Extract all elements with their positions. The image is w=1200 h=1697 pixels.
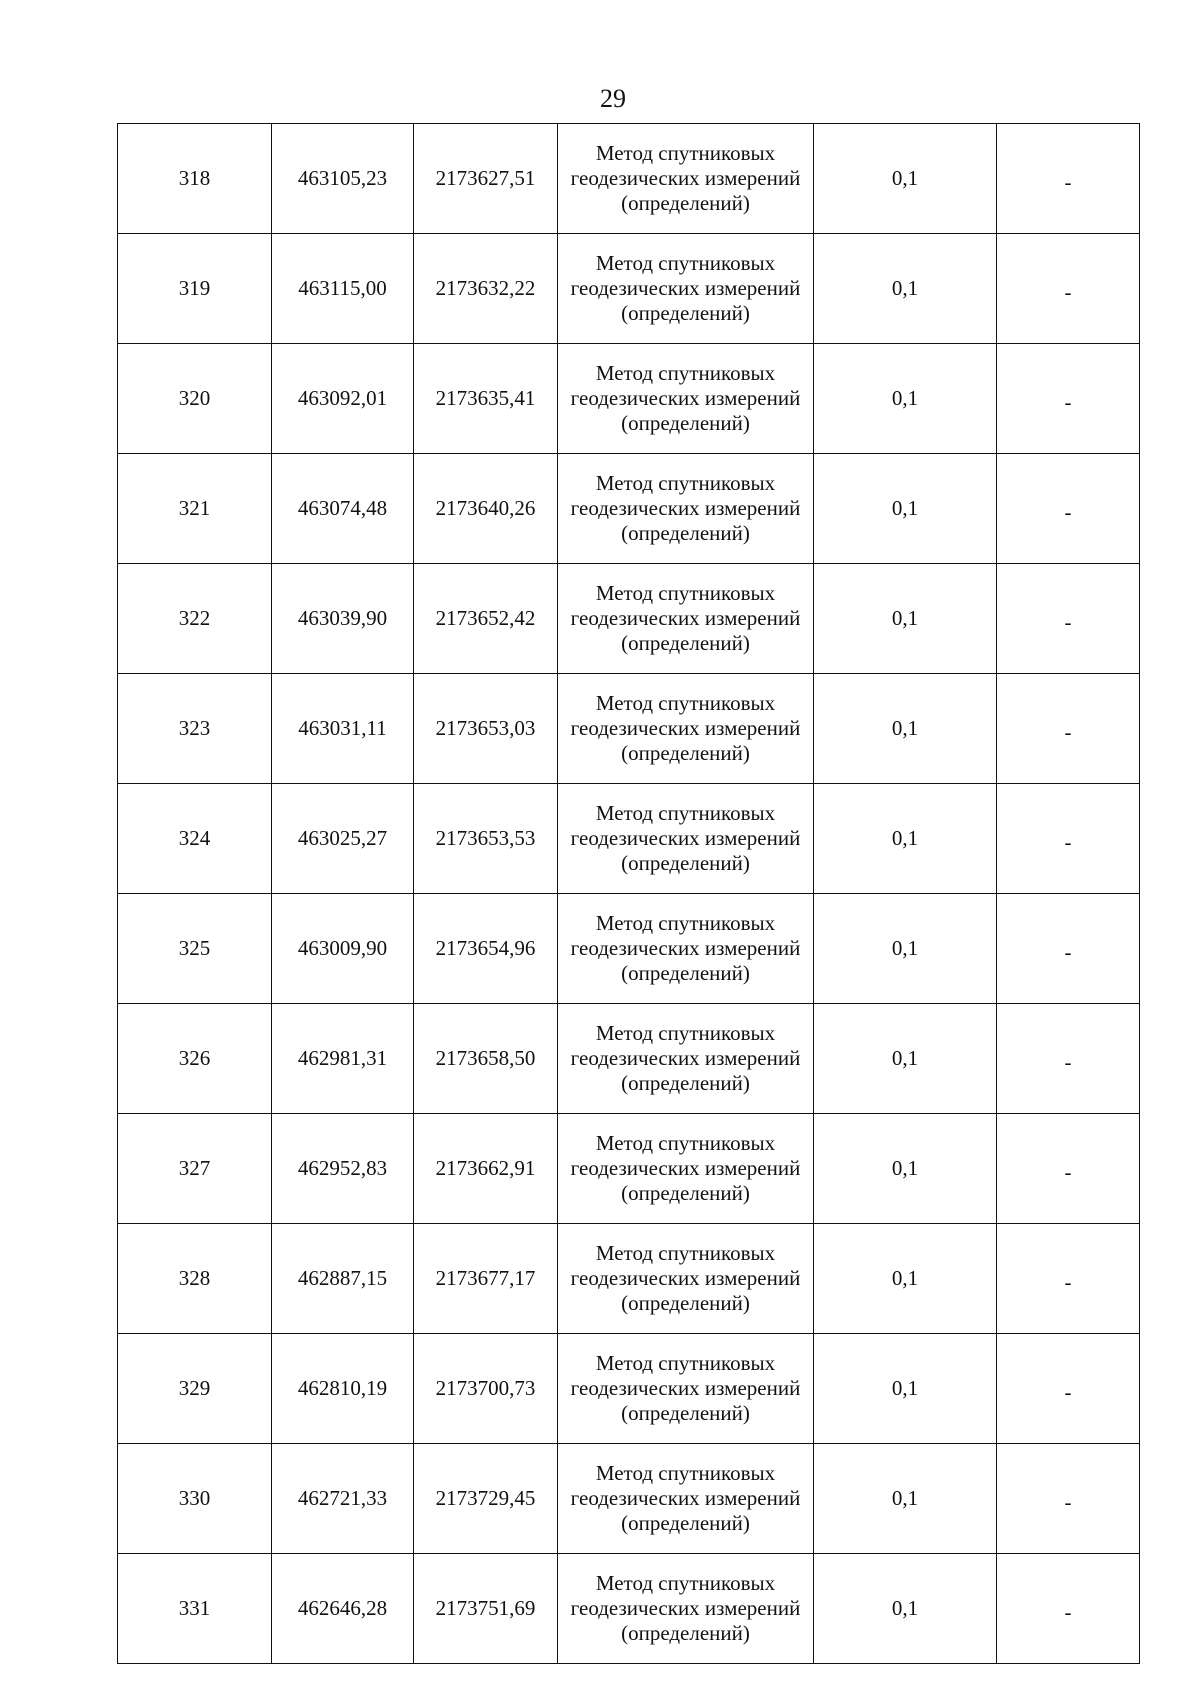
point-number-cell: 329 <box>118 1334 272 1444</box>
table-row <box>118 1554 1140 1664</box>
coordinates-table <box>117 123 1140 1664</box>
note-cell: - <box>997 454 1140 564</box>
note-cell: - <box>997 1114 1140 1224</box>
method-cell: Метод спутниковых геодезических измерений (определений) <box>558 1004 814 1114</box>
method-cell: Метод спутниковых геодезических измерений (определений) <box>558 124 814 234</box>
method-cell: Метод спутниковых геодезических измерений (определений) <box>558 1114 814 1224</box>
point-number-cell: 322 <box>118 564 272 674</box>
method-cell: Метод спутниковых геодезических измерений (определений) <box>558 1444 814 1554</box>
x-coordinate-cell: 462810,19 <box>272 1334 414 1444</box>
x-coordinate-cell: 462952,83 <box>272 1114 414 1224</box>
note-cell: - <box>997 784 1140 894</box>
method-cell: Метод спутниковых геодезических измерений (определений) <box>558 564 814 674</box>
point-number-cell: 327 <box>118 1114 272 1224</box>
table-row <box>118 124 1140 234</box>
accuracy-cell: 0,1 <box>814 454 997 564</box>
note-cell: - <box>997 1444 1140 1554</box>
x-coordinate-cell: 462721,33 <box>272 1444 414 1554</box>
table-row <box>118 894 1140 1004</box>
note-cell: - <box>997 124 1140 234</box>
accuracy-cell: 0,1 <box>814 1224 997 1334</box>
y-coordinate-cell: 2173635,41 <box>414 344 558 454</box>
accuracy-cell: 0,1 <box>814 124 997 234</box>
accuracy-cell: 0,1 <box>814 1334 997 1444</box>
x-coordinate-cell: 463039,90 <box>272 564 414 674</box>
y-coordinate-cell: 2173654,96 <box>414 894 558 1004</box>
accuracy-cell: 0,1 <box>814 344 997 454</box>
note-cell: - <box>997 1554 1140 1664</box>
x-coordinate-cell: 462887,15 <box>272 1224 414 1334</box>
table-row <box>118 454 1140 564</box>
table-row <box>118 1004 1140 1114</box>
method-cell: Метод спутниковых геодезических измерений (определений) <box>558 454 814 564</box>
y-coordinate-cell: 2173662,91 <box>414 1114 558 1224</box>
accuracy-cell: 0,1 <box>814 1444 997 1554</box>
note-cell: - <box>997 1004 1140 1114</box>
x-coordinate-cell: 463031,11 <box>272 674 414 784</box>
x-coordinate-cell: 463009,90 <box>272 894 414 1004</box>
y-coordinate-cell: 2173632,22 <box>414 234 558 344</box>
note-cell: - <box>997 564 1140 674</box>
accuracy-cell: 0,1 <box>814 674 997 784</box>
accuracy-cell: 0,1 <box>814 1114 997 1224</box>
point-number-cell: 321 <box>118 454 272 564</box>
y-coordinate-cell: 2173751,69 <box>414 1554 558 1664</box>
x-coordinate-cell: 462646,28 <box>272 1554 414 1664</box>
note-cell: - <box>997 1334 1140 1444</box>
method-cell: Метод спутниковых геодезических измерений (определений) <box>558 894 814 1004</box>
note-cell: - <box>997 894 1140 1004</box>
y-coordinate-cell: 2173627,51 <box>414 124 558 234</box>
x-coordinate-cell: 463115,00 <box>272 234 414 344</box>
accuracy-cell: 0,1 <box>814 1004 997 1114</box>
point-number-cell: 323 <box>118 674 272 784</box>
page-number: 29 <box>600 84 626 113</box>
coordinates-table-body <box>118 124 1140 1664</box>
table-row <box>118 674 1140 784</box>
table-row <box>118 234 1140 344</box>
x-coordinate-cell: 463105,23 <box>272 124 414 234</box>
method-cell: Метод спутниковых геодезических измерений (определений) <box>558 784 814 894</box>
point-number-cell: 325 <box>118 894 272 1004</box>
point-number-cell: 324 <box>118 784 272 894</box>
accuracy-cell: 0,1 <box>814 784 997 894</box>
method-cell: Метод спутниковых геодезических измерений (определений) <box>558 1334 814 1444</box>
table-row <box>118 784 1140 894</box>
method-cell: Метод спутниковых геодезических измерений (определений) <box>558 344 814 454</box>
note-cell: - <box>997 234 1140 344</box>
x-coordinate-cell: 463025,27 <box>272 784 414 894</box>
accuracy-cell: 0,1 <box>814 564 997 674</box>
table-row <box>118 1114 1140 1224</box>
table-row <box>118 1444 1140 1554</box>
method-cell: Метод спутниковых геодезических измерений (определений) <box>558 234 814 344</box>
y-coordinate-cell: 2173653,03 <box>414 674 558 784</box>
x-coordinate-cell: 462981,31 <box>272 1004 414 1114</box>
y-coordinate-cell: 2173640,26 <box>414 454 558 564</box>
point-number-cell: 326 <box>118 1004 272 1114</box>
note-cell: - <box>997 344 1140 454</box>
point-number-cell: 320 <box>118 344 272 454</box>
y-coordinate-cell: 2173653,53 <box>414 784 558 894</box>
method-cell: Метод спутниковых геодезических измерений (определений) <box>558 1554 814 1664</box>
accuracy-cell: 0,1 <box>814 234 997 344</box>
y-coordinate-cell: 2173652,42 <box>414 564 558 674</box>
point-number-cell: 318 <box>118 124 272 234</box>
accuracy-cell: 0,1 <box>814 1554 997 1664</box>
method-cell: Метод спутниковых геодезических измерений (определений) <box>558 1224 814 1334</box>
table-row <box>118 344 1140 454</box>
table-row <box>118 1224 1140 1334</box>
x-coordinate-cell: 463074,48 <box>272 454 414 564</box>
point-number-cell: 331 <box>118 1554 272 1664</box>
y-coordinate-cell: 2173677,17 <box>414 1224 558 1334</box>
point-number-cell: 330 <box>118 1444 272 1554</box>
point-number-cell: 319 <box>118 234 272 344</box>
method-cell: Метод спутниковых геодезических измерений (определений) <box>558 674 814 784</box>
y-coordinate-cell: 2173700,73 <box>414 1334 558 1444</box>
y-coordinate-cell: 2173658,50 <box>414 1004 558 1114</box>
x-coordinate-cell: 463092,01 <box>272 344 414 454</box>
table-row <box>118 1334 1140 1444</box>
note-cell: - <box>997 1224 1140 1334</box>
accuracy-cell: 0,1 <box>814 894 997 1004</box>
table-row <box>118 564 1140 674</box>
point-number-cell: 328 <box>118 1224 272 1334</box>
y-coordinate-cell: 2173729,45 <box>414 1444 558 1554</box>
note-cell: - <box>997 674 1140 784</box>
